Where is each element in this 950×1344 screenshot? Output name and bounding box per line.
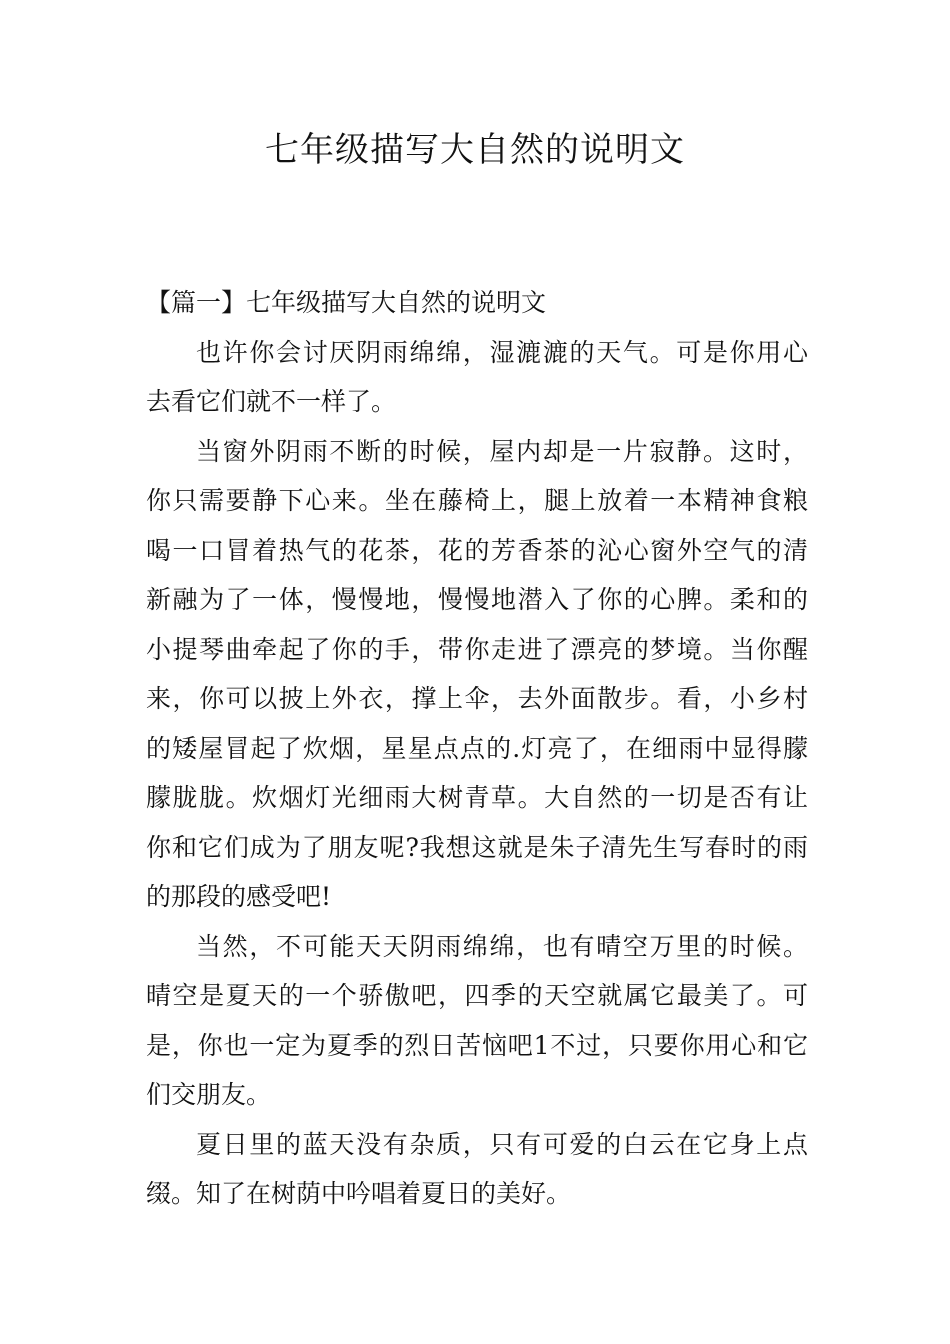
paragraph-line: 去看它们就不一样了。 [146, 387, 397, 416]
paragraph-3 [146, 922, 808, 1120]
paragraph-line: 朦胧胧。炊烟灯光细雨大树青草。大自然的一切是否有让 [146, 783, 808, 812]
paragraph-line: 小提琴曲牵起了你的手，带你走进了漂亮的梦境。当你醒 [146, 634, 808, 664]
paragraph-line: 你和它们成为了朋友呢?我想这就是朱子清先生写春时的雨 [146, 832, 808, 862]
section-heading: 【篇一】七年级描写大自然的说明文 [146, 288, 547, 317]
paragraph-2 [146, 427, 808, 922]
paragraph-line: 当窗外阴雨不断的时候，屋内却是一片寂静。这时， [196, 436, 808, 466]
paragraph-line: 的那段的感受吧! [146, 882, 332, 911]
document-body [146, 278, 808, 1219]
paragraph-line: 缀。知了在树荫中吟唱着夏日的美好。 [146, 1179, 572, 1208]
paragraph-line: 来，你可以披上外衣，撑上伞，去外面散步。看，小乡村 [146, 684, 808, 713]
paragraph-line: 也许你会讨厌阴雨绵绵，湿漉漉的天气。可是你用心 [196, 337, 808, 367]
paragraph-line: 们交朋友。 [146, 1080, 272, 1109]
paragraph-line: 晴空是夏天的一个骄傲吧，四季的天空就属它最美了。可 [146, 981, 808, 1010]
paragraph-line: 夏日里的蓝天没有杂质，只有可爱的白云在它身上点 [196, 1129, 808, 1159]
paragraph-line: 是，你也一定为夏季的烈日苦恼吧1不过，只要你用心和它 [146, 1030, 808, 1060]
paragraph-line: 当然，不可能天天阴雨绵绵，也有晴空万里的时候。 [196, 931, 808, 961]
paragraph-line: 的矮屋冒起了炊烟，星星点点的.灯亮了，在细雨中显得朦 [146, 733, 808, 763]
paragraph-line: 新融为了一体，慢慢地，慢慢地潜入了你的心脾。柔和的 [146, 585, 808, 614]
paragraph-line: 喝一口冒着热气的花茶，花的芳香茶的沁心窗外空气的清 [146, 535, 808, 565]
paragraph-line: 你只需要静下心来。坐在藤椅上，腿上放着一本精神食粮 [146, 486, 808, 515]
paragraph-4 [146, 1120, 808, 1219]
document-title: 七年级描写大自然的说明文 [265, 130, 685, 170]
paragraph-1 [146, 328, 808, 427]
